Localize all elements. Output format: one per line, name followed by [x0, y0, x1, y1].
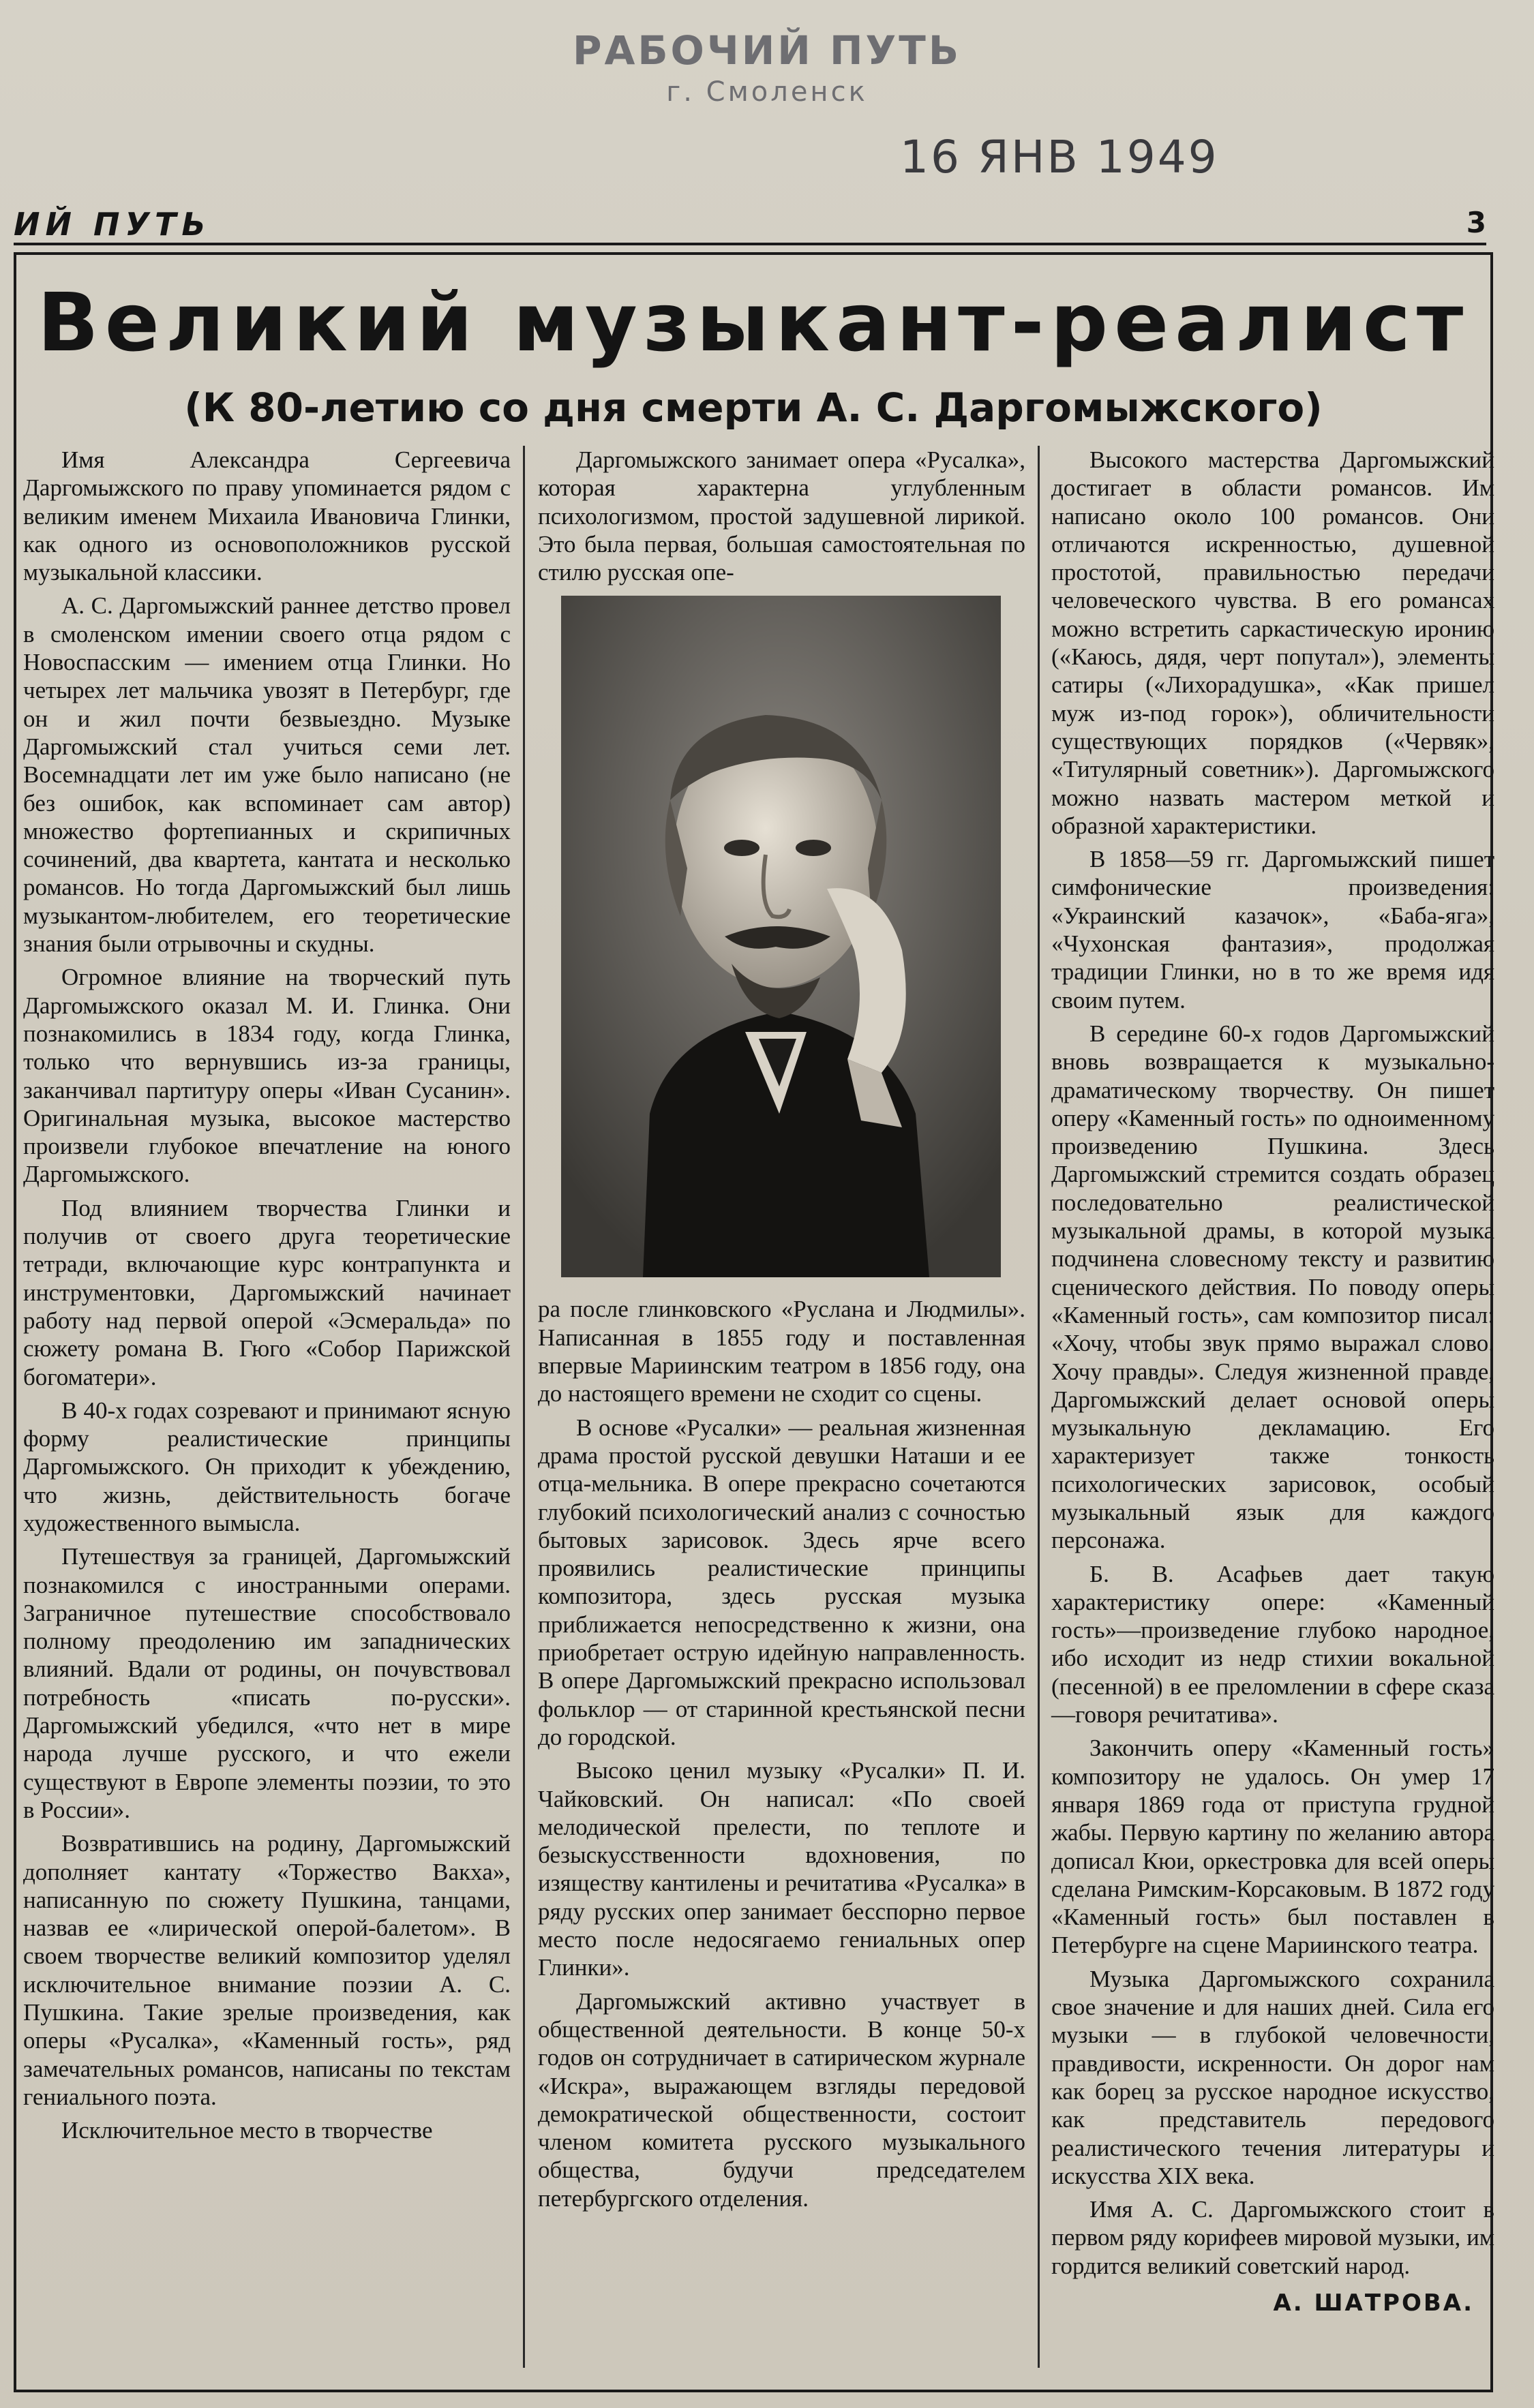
- paragraph: В 40-х годах созревают и принимают ясную форму реалистические принципы Даргомыжского. Он приходит к убеждению, что жизнь, действительность богаче художественного вымысла.: [23, 1397, 511, 1536]
- paragraph: Даргомыжского занимает опера «Русалка», которая характерна углубленным психологизмом, простой задушевной лирикой. Это была первая, большая самостоятельная по стилю русская опе-: [538, 446, 1025, 586]
- paragraph: В основе «Русалки» — реальная жизненная драма простой русской девушки Наташи и ее отца-мельника. В опере прекрасно сочетаются глубокий психологический анализ с сочностью бытовых зарисовок. Здесь ярче всего проявились реалистические принципы композитора, здесь русская музыка приближается непосредственно к жизни, она приобретает острую идейную направленность. В опере Даргомыжский прекрасно использовал фольклор — от старинной крестьянской песни до городской.: [538, 1414, 1025, 1750]
- paragraph: Огромное влияние на творческий путь Даргомыжского оказал М. И. Глинка. Они познакомились в 1834 году, когда Глинка, только что вернувшись из-за границы, заканчивал партитуру оперы «Иван Сусанин». Оригинальная музыка, высокое мастерство произвели глубокое впечатление на юного Даргомыжского.: [23, 964, 511, 1188]
- paragraph: А. С. Даргомыжский раннее детство провел в смоленском имении своего отца рядом с Новоспасским — имением отца Глинки. Но четырех лет мальчика увозят в Петербург, где он и жил почти безвыездно. Музыке Даргомыжский стал учиться семи лет. Восемнадцати лет им уже было написано (не без ошибок, как вспоминает сам автор) множество фортепианных и скрипичных сочинений, два квартета, кантата и несколько романсов. Но тогда Даргомыжский был лишь музыкантом-любителем, его теоретические знания были отрывочны и скудны.: [23, 592, 511, 958]
- archive-stamp: [0, 27, 1534, 108]
- paragraph: Имя А. С. Даргомыжского стоит в первом ряду корифеев мировой музыки, им гордится великий советский народ.: [1051, 2196, 1494, 2279]
- paragraph: Путешествуя за границей, Даргомыжский познакомился с иностранными операми. Заграничное путешествие способствовало полному преодолению им западнических влияний. Вдали от родины, он почувствовал потребность «писать по-русски». Даргомыжский убедился, «что нет в мире народа лучше русского, и что ежели существуют в Европе элементы поэзии, то это в России».: [23, 1543, 511, 1823]
- stamp-publication: РАБОЧИЙ ПУТЬ: [572, 27, 962, 74]
- paragraph: Музыка Даргомыжского сохранила свое значение и для наших дней. Сила его музыки — в глубокой человечности, правдивости, искренности. Он дорог нам как борец за русское народное искусство, как представитель передового реалистического течения литературы и искусства XIX века.: [1051, 1965, 1494, 2189]
- article: [14, 252, 1493, 2392]
- paragraph: Высокого мастерства Даргомыжский достигает в области романсов. Им написано около 100 романсов. Они отличаются искренностью, душевной простотой, правильностью передачи человеческого чувства. В его романсах можно встретить саркастическую иронию («Каюсь, дядя, черт попутал»), элементы сатиры («Лихорадушка», «Как пришел муж из-под горок»), обличительности существующих порядков («Червяк», «Титулярный советник»). Даргомыжского можно назвать мастером меткой и образной характеристики.: [1051, 446, 1494, 839]
- portrait-photo: [561, 596, 1001, 1277]
- paragraph: Возвратившись на родину, Даргомыжский дополняет кантату «Торжество Вакха», написанную по сюжету Пушкина, танцами, назвав ее «лирической оперой-балетом». В своем творчестве великий композитор уделял исключительное внимание поэзии А. С. Пушкина. Такие зрелые произведения, как оперы «Русалка», «Каменный гость», ряд замечательных романсов, написаны по текстам гениального поэта.: [23, 1830, 511, 2110]
- paragraph: Даргомыжский активно участвует в общественной деятельности. В конце 50-х годов он сотрудничает в сатирическом журнале «Искра», выражающем взгляды передовой демократической общественности, состоит членом комитета русского музыкального общества, будучи председателем петербургского отделения.: [538, 1987, 1025, 2212]
- masthead-name: ИЙ ПУТЬ: [14, 206, 211, 243]
- column-divider: [1038, 446, 1040, 2368]
- column-1: [23, 446, 511, 2150]
- paragraph: ра после глинковского «Руслана и Людмилы». Написанная в 1855 году и поставленная впервые Мариинским театром в 1856 году, она до настоящего времени не сходит со сцены.: [538, 1296, 1025, 1407]
- paragraph: В середине 60-х годов Даргомыжский вновь возвращается к музыкально-драматическому творчеству. Он пишет оперу «Каменный гость» по одноименному произведению Пушкина. Здесь Даргомыжский стремится создать образец последовательно реалистической музыкальной драмы, в которой музыка подчинена словесному тексту и развитию сценического действия. По поводу оперы «Каменный гость», сам композитор писал: «Хочу, чтобы звук прямо выражал слово. Хочу правды». Следуя жизненной правде, Даргомыжский делает основой оперы музыкальную декламацию. Его характеризует также тонкость психологических зарисовок, особый музыкальный язык для каждого персонажа.: [1051, 1020, 1494, 1554]
- stamp-city: г. Смоленск: [666, 76, 868, 108]
- paragraph: Высоко ценил музыку «Русалки» П. И. Чайковский. Он написал: «По своей мелодической прелести, по теплоте и безыскусственности вдохновения, по изяществу кантилены и речитатива «Русалка» в ряду русских опер занимает бесспорно первое место после недосягаемо гениальных опер Глинки».: [538, 1757, 1025, 1981]
- paragraph: Исключительное место в творчестве: [61, 2117, 433, 2144]
- paragraph: Под влиянием творчества Глинки и получив от своего друга теоретические тетради, включающие курс контрапункта и инструментовки, Даргомыжский начинает работу над первой оперой «Эсмеральда» по сюжету романа В. Гюго «Собор Парижской богоматери».: [23, 1194, 511, 1390]
- article-title: Великий музыкант-реалист: [37, 275, 1470, 369]
- paragraph: Б. В. Асафьев дает такую характеристику опере: «Каменный гость»—произведение глубоко народное, ибо исходит из недр стихии вокальной (песенной) в ее преломлении в сфере сказа—говоря речитатива».: [1051, 1560, 1494, 1728]
- column-2: [538, 446, 1025, 2218]
- column-divider: [523, 446, 525, 2368]
- stamp-date: 16 ЯНВ 1949: [900, 131, 1219, 183]
- masthead-rule: [14, 243, 1486, 245]
- masthead: [14, 204, 1486, 245]
- paragraph: Закончить оперу «Каменный гость» композитору не удалось. Он умер 17 января 1869 года от приступа грудной жабы. Первую картину по желанию автора дописал Кюи, оркестровка для всей оперы сделана Римским-Корсаковым. В 1872 году «Каменный гость» был поставлен в Петербурге на сцене Мариинского театра.: [1051, 1735, 1494, 1959]
- paragraph: Имя Александра Сергеевича Даргомыжского по праву упоминается рядом с великим именем Михаила Ивановича Глинки, как одного из основоположников русской музыкальной классики.: [23, 446, 511, 586]
- column-3: [1051, 446, 1494, 2323]
- page-number: 3: [1466, 206, 1486, 239]
- paragraph: В 1858—59 гг. Даргомыжский пишет симфонические произведения: «Украинский казачок», «Баба-яга», «Чухонская фантазия», продолжая традиции Глинки, но в то же время идя своим путем.: [1051, 846, 1494, 1014]
- article-subtitle: (К 80-летию со дня смерти А. С. Даргомыжского): [184, 384, 1323, 431]
- author-signature: А. ШАТРОВА.: [1273, 2289, 1474, 2317]
